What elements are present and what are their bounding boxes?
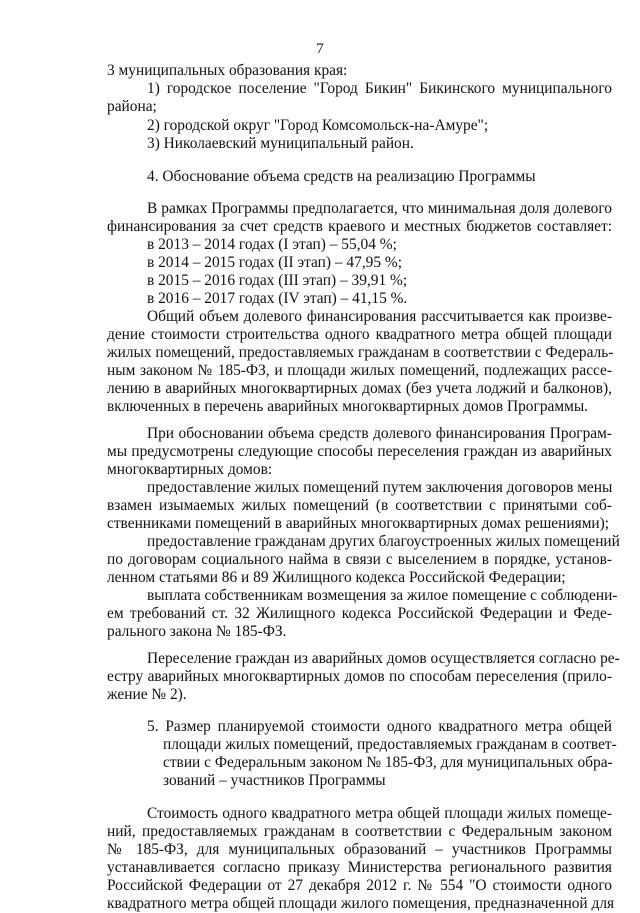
paragraph-line: ственниками помещений в аварийных многоквартирных домах решениями); [107,515,610,532]
paragraph-line: Российской Федерации от 27 декабря 2012 г. № 554 "О стоимости одного [107,877,612,894]
paragraph-line: устанавливается согласно приказу Министерства регионального развития [107,859,612,876]
paragraph-line: дение стоимости строительства одного квадратного метра общей площади [107,326,612,343]
paragraph-line: финансирования за счет средств краевого и местных бюджетов составляет: [107,218,612,235]
list-item: 2) городской округ "Город Комсомольск-на-Амуре"; [147,117,489,134]
paragraph-line: включенных в перечень аварийных многоквартирных домов Программы. [107,398,589,415]
paragraph-line: При обосновании объема средств долевого финансирования Програм- [147,425,612,442]
paragraph-line: ным законом № 185-ФЗ, и площади жилых помещений, подлежащих рассе- [107,362,612,379]
paragraph-line: жение № 2). [107,686,187,703]
text-line: 3 муниципальных образования края: [107,62,348,79]
paragraph-line: выплата собственникам возмещения за жилое помещение с соблюдени- [147,587,618,604]
section-heading: площади жилых помещений, предоставляемых гражданам в соответ- [163,736,617,753]
page-number: 7 [316,41,324,57]
paragraph-line: естру аварийных многоквартирных домов по способам переселения (прило- [107,668,612,685]
section-heading: 4. Обоснование объема средств на реализацию Программы [147,168,536,185]
paragraph-line: № 185-ФЗ, для муниципальных образований – участников Программы [107,841,612,858]
section-heading: 5. Размер планируемой стоимости одного квадратного метра общей [147,718,612,735]
paragraph-line: предоставление гражданам других благоустроенных жилых помещений [147,533,620,550]
paragraph-line: рального закона № 185-ФЗ. [107,623,287,640]
section-heading: зований – участников Программы [163,772,386,789]
list-item: в 2015 – 2016 годах (III этап) – 39,91 %; [147,272,408,289]
paragraph-line: мы предусмотрены следующие способы переселения граждан из аварийных [107,443,612,460]
paragraph-line: Общий объем долевого финансирования рассчитывается как произве- [147,308,612,325]
list-item: 3) Николаевский муниципальный район. [147,135,414,152]
paragraph-line: лению в аварийных многоквартирных домах (без учета лоджий и балконов), [107,380,612,397]
paragraph-line: Стоимость одного квадратного метра общей площади жилых помеще- [147,805,612,822]
paragraph-line: ний, предоставляемых гражданам в соответствии с Федеральным законом [107,823,612,840]
paragraph-line: Переселение граждан из аварийных домов осуществляется согласно ре- [147,650,620,667]
paragraph-line: по договорам социального найма в связи с выселением в порядке, установ- [107,551,612,568]
list-item: в 2016 – 2017 годах (IV этап) – 41,15 %. [147,290,408,307]
paragraph-line: ем требований ст. 32 Жилищного кодекса Российской Федерации и Феде- [107,605,612,622]
text-line: района; [107,98,157,115]
paragraph-line: квадратного метра общей площади жилого помещения, предназначенной для [107,895,615,912]
list-item: в 2013 – 2014 годах (I этап) – 55,04 %; [147,236,397,253]
paragraph-line: ленном статьями 86 и 89 Жилищного кодекса Российской Федерации; [107,569,566,586]
paragraph-line: многоквартирных домов: [107,461,273,478]
list-item: 1) городское поселение "Город Бикин" Бикинского муниципального [147,80,612,97]
paragraph-line: жилых помещений, предоставляемых гражданам в соответствии с Федераль- [107,344,614,361]
paragraph-line: взамен изымаемых жилых помещений (в соответствии с принятыми соб- [107,497,612,514]
list-item: в 2014 – 2015 годах (II этап) – 47,95 %; [147,254,402,271]
paragraph-line: предоставление жилых помещений путем заключения договоров мены [147,479,613,496]
section-heading: ствии с Федеральным законом № 185-ФЗ, для муниципальных обра- [163,754,613,771]
paragraph-line: В рамках Программы предполагается, что минимальная доля долевого [147,200,612,217]
